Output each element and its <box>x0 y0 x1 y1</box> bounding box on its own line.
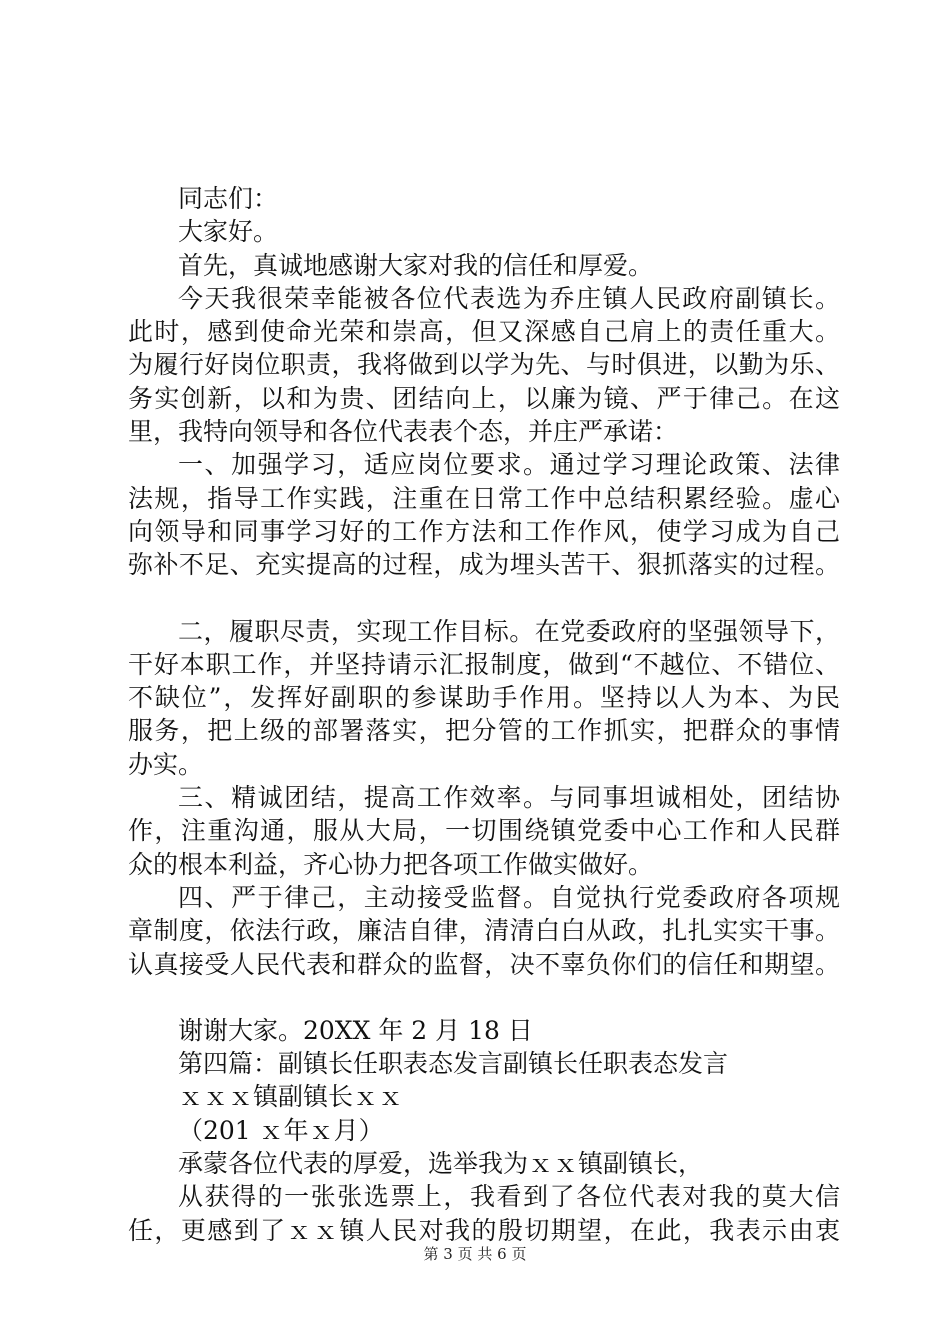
paragraph-gap <box>128 582 840 615</box>
paragraph-line: 一、加强学习，适应岗位要求。通过学习理论政策、法律 <box>178 450 840 480</box>
section-title: 第四篇：副镇长任职表态发言副镇长任职表态发言 <box>178 1049 729 1079</box>
paragraph-line: 里，我特向领导和各位代表表个态，并庄严承诺： <box>128 417 679 447</box>
page-footer <box>0 1244 950 1264</box>
paragraph-line: 章制度，依法行政，廉洁自律，清清白白从政，扎扎实实干事。 <box>128 916 840 946</box>
paragraph-line: 任，更感到了ｘｘ镇人民对我的殷切期望，在此，我表示由衷 <box>128 1215 840 1245</box>
paragraph-line: 不缺位”，发挥好副职的参谋助手作用。坚持以人为本、为民 <box>128 683 840 713</box>
paragraph-line: 三、精诚团结，提高工作效率。与同事坦诚相处，团结协 <box>178 783 840 813</box>
document-body <box>128 182 840 1247</box>
election-line: 承蒙各位代表的厚爱，选举我为ｘｘ镇副镇长， <box>178 1149 704 1179</box>
paragraph-line: 向领导和同事学习好的工作方法和工作作风，使学习成为自己 <box>128 516 840 546</box>
point-4-paragraph <box>128 881 840 981</box>
closing-line: 谢谢大家。20XX 年 2 月 18 日 <box>178 1015 533 1045</box>
paragraph-line: 众的根本利益，齐心协力把各项工作做实做好。 <box>128 849 654 879</box>
paragraph-line: 此时，感到使命光荣和崇高，但又深感自己肩上的责任重大。 <box>128 317 840 347</box>
greeting: 大家好。 <box>178 217 279 247</box>
paragraph-line: 认真接受人民代表和群众的监督，决不辜负你们的信任和期望。 <box>128 949 840 979</box>
paragraph-line: 四、严于律己，主动接受监督。自觉执行党委政府各项规 <box>178 882 840 912</box>
paragraph-line: 服务，把上级的部署落实，把分管的工作抓实，把群众的事情 <box>128 716 840 746</box>
paragraph-line: 弥补不足、充实提高的过程，成为埋头苦干、狠抓落实的过程。 <box>128 550 840 580</box>
paragraph-line: 办实。 <box>128 749 204 779</box>
paragraph-line: 为履行好岗位职责，我将做到以学为先、与时俱进，以勤为乐、 <box>128 350 840 380</box>
paragraph-line: 今天我很荣幸能被各位代表选为乔庄镇人民政府副镇长。 <box>178 283 840 313</box>
paragraph-line: 作，注重沟通，服从大局，一切围绕镇党委中心工作和人民群 <box>128 816 840 846</box>
paragraph-gap <box>128 981 840 1014</box>
final-paragraph <box>128 1180 840 1247</box>
paragraph-line: 从获得的一张张选票上，我看到了各位代表对我的莫大信 <box>178 1182 840 1212</box>
signature-line: ｘｘｘ镇副镇长ｘｘ <box>178 1082 404 1112</box>
date-line: （201 ｘ年ｘ月） <box>178 1115 384 1145</box>
thanks-intro: 首先，真诚地感谢大家对我的信任和厚爱。 <box>178 250 654 280</box>
paragraph-line: 二，履职尽责，实现工作目标。在党委政府的坚强领导下， <box>178 616 840 646</box>
paragraph-line: 务实创新，以和为贵、团结向上，以廉为镜、严于律己。在这 <box>128 383 840 413</box>
paragraph-line: 干好本职工作，并坚持请示汇报制度，做到“不越位、不错位、 <box>128 649 840 679</box>
intro-paragraph <box>128 282 840 448</box>
point-2-paragraph <box>128 615 840 781</box>
paragraph-line: 法规，指导工作实践，注重在日常工作中总结积累经验。虚心 <box>128 483 840 513</box>
page-number: 第 3 页 共 6 页 <box>423 1245 527 1263</box>
point-3-paragraph <box>128 781 840 881</box>
point-1-paragraph <box>128 448 840 581</box>
salutation: 同志们： <box>178 184 279 213</box>
